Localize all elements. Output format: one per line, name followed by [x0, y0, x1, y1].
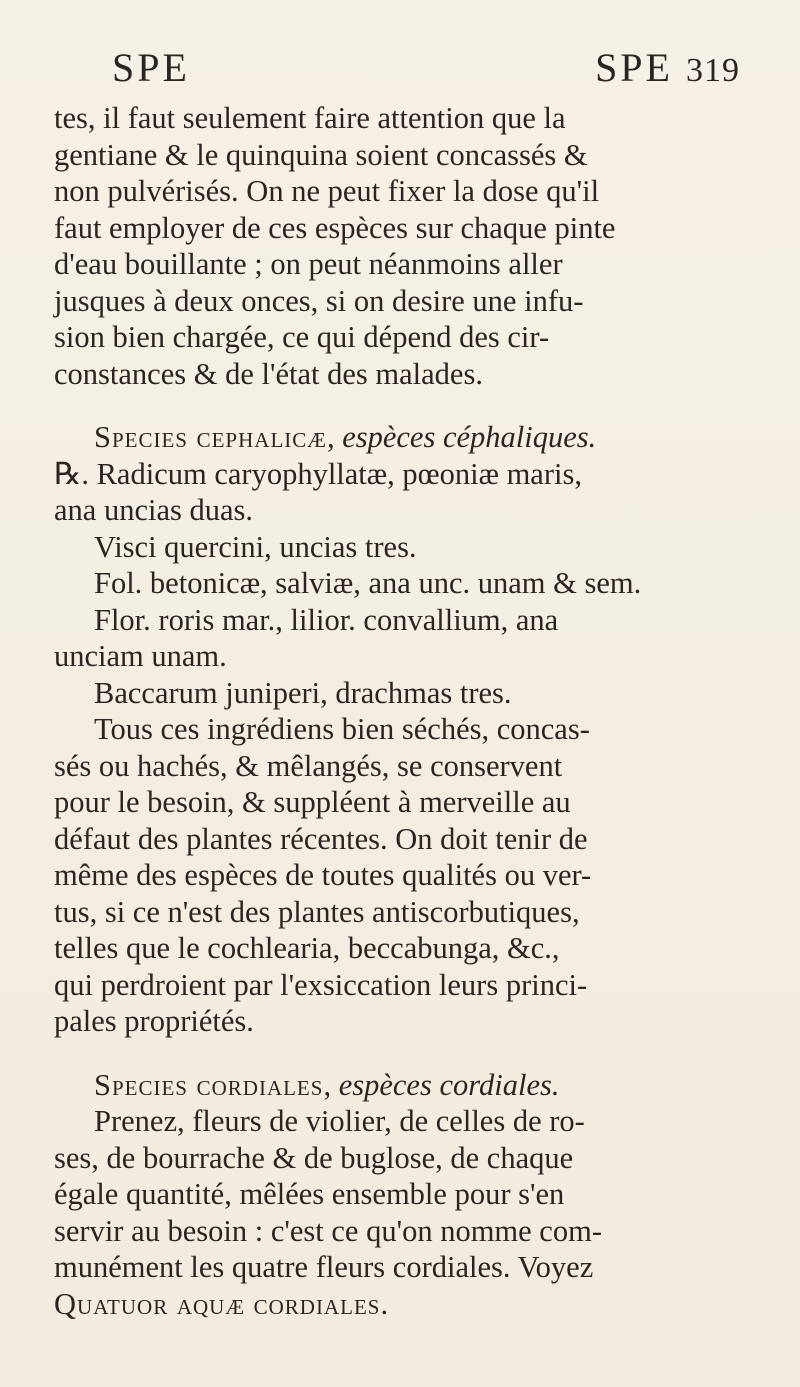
text-line: Fol. betonicæ, salviæ, ana unc. unam & sem.: [94, 566, 642, 600]
paragraph-gap: [54, 1040, 754, 1067]
entry-heading-latin: Species cephalicæ: [94, 420, 327, 454]
text-line: égale quantité, mêlées ensemble pour s'en: [54, 1177, 565, 1211]
entry-heading: [54, 1067, 754, 1104]
paragraph-gap: [54, 392, 754, 419]
text-line: Baccarum juniperi, drachmas tres.: [94, 675, 512, 710]
text-line: défaut des plantes récentes. On doit tenir de: [54, 821, 588, 856]
entry-heading-french: espèces cordiales.: [338, 1067, 560, 1102]
entry-species-cephalicae: [54, 419, 754, 1040]
text-line: ℞. Radicum caryophyllatæ, pœoniæ maris,: [54, 456, 582, 491]
running-header: [112, 44, 740, 94]
text-line: non pulvérisés. On ne peut fixer la dose qu'il: [54, 174, 600, 208]
text-line: Prenez, fleurs de violier, de celles de ro-: [94, 1104, 585, 1138]
header-right: [595, 44, 740, 91]
text-line: pour le besoin, & suppléent à merveille au: [54, 785, 571, 819]
text-line: servir au besoin : c'est ce qu'on nomme com-: [54, 1213, 602, 1248]
text-line: pales propriétés.: [54, 1004, 254, 1038]
header-right-word: SPE: [595, 45, 673, 90]
text-line: jusques à deux onces, si on desire une infu-: [54, 283, 584, 318]
text-line: même des espèces de toutes qualités ou ver-: [54, 858, 592, 892]
paragraph-continuation: [54, 100, 754, 392]
entry-heading: [54, 419, 754, 456]
text-line: ana uncias duas.: [54, 493, 254, 527]
text-line: munément les quatre fleurs cordiales. Voyez: [54, 1250, 594, 1284]
header-left-word: SPE: [112, 45, 190, 90]
text-line: sion bien chargée, ce qui dépend des cir-: [54, 320, 550, 354]
text-line: tus, si ce n'est des plantes antiscorbutiques,: [54, 894, 580, 929]
entry-heading-separator: ,: [323, 1067, 339, 1102]
text-line: Tous ces ingrédiens bien séchés, concas-: [94, 712, 590, 746]
entry-heading-latin: Species cordiales: [94, 1067, 324, 1102]
text-line: unciam unam.: [54, 639, 227, 673]
text-line: Flor. roris mar., lilior. convallium, ana: [94, 602, 559, 637]
entry-heading-french: espèces céphaliques.: [342, 420, 597, 454]
page-number: 319: [686, 52, 740, 89]
text-line: sés ou hachés, & mêlangés, se conservent: [54, 748, 563, 783]
page-body: [54, 100, 754, 1322]
entry-species-cordiales: [54, 1067, 754, 1323]
text-line: tes, il faut seulement faire attention que la: [54, 101, 566, 135]
text-line: d'eau bouillante ; on peut néanmoins aller: [54, 247, 563, 281]
text-line: Quatuor aquæ cordiales.: [54, 1286, 390, 1321]
text-line: gentiane & le quinquina soient concassés &: [54, 137, 588, 172]
text-line: telles que le cochlearia, beccabunga, &c.,: [54, 931, 560, 965]
entry-heading-separator: ,: [326, 420, 343, 454]
text-line: Visci quercini, uncias tres.: [94, 529, 417, 564]
text-line: faut employer de ces espèces sur chaque pinte: [54, 210, 616, 245]
text-line: qui perdroient par l'exsiccation leurs princi-: [54, 967, 588, 1002]
text-line: ses, de bourrache & de buglose, de chaque: [54, 1140, 574, 1175]
text-line: constances & de l'état des malades.: [54, 356, 483, 391]
